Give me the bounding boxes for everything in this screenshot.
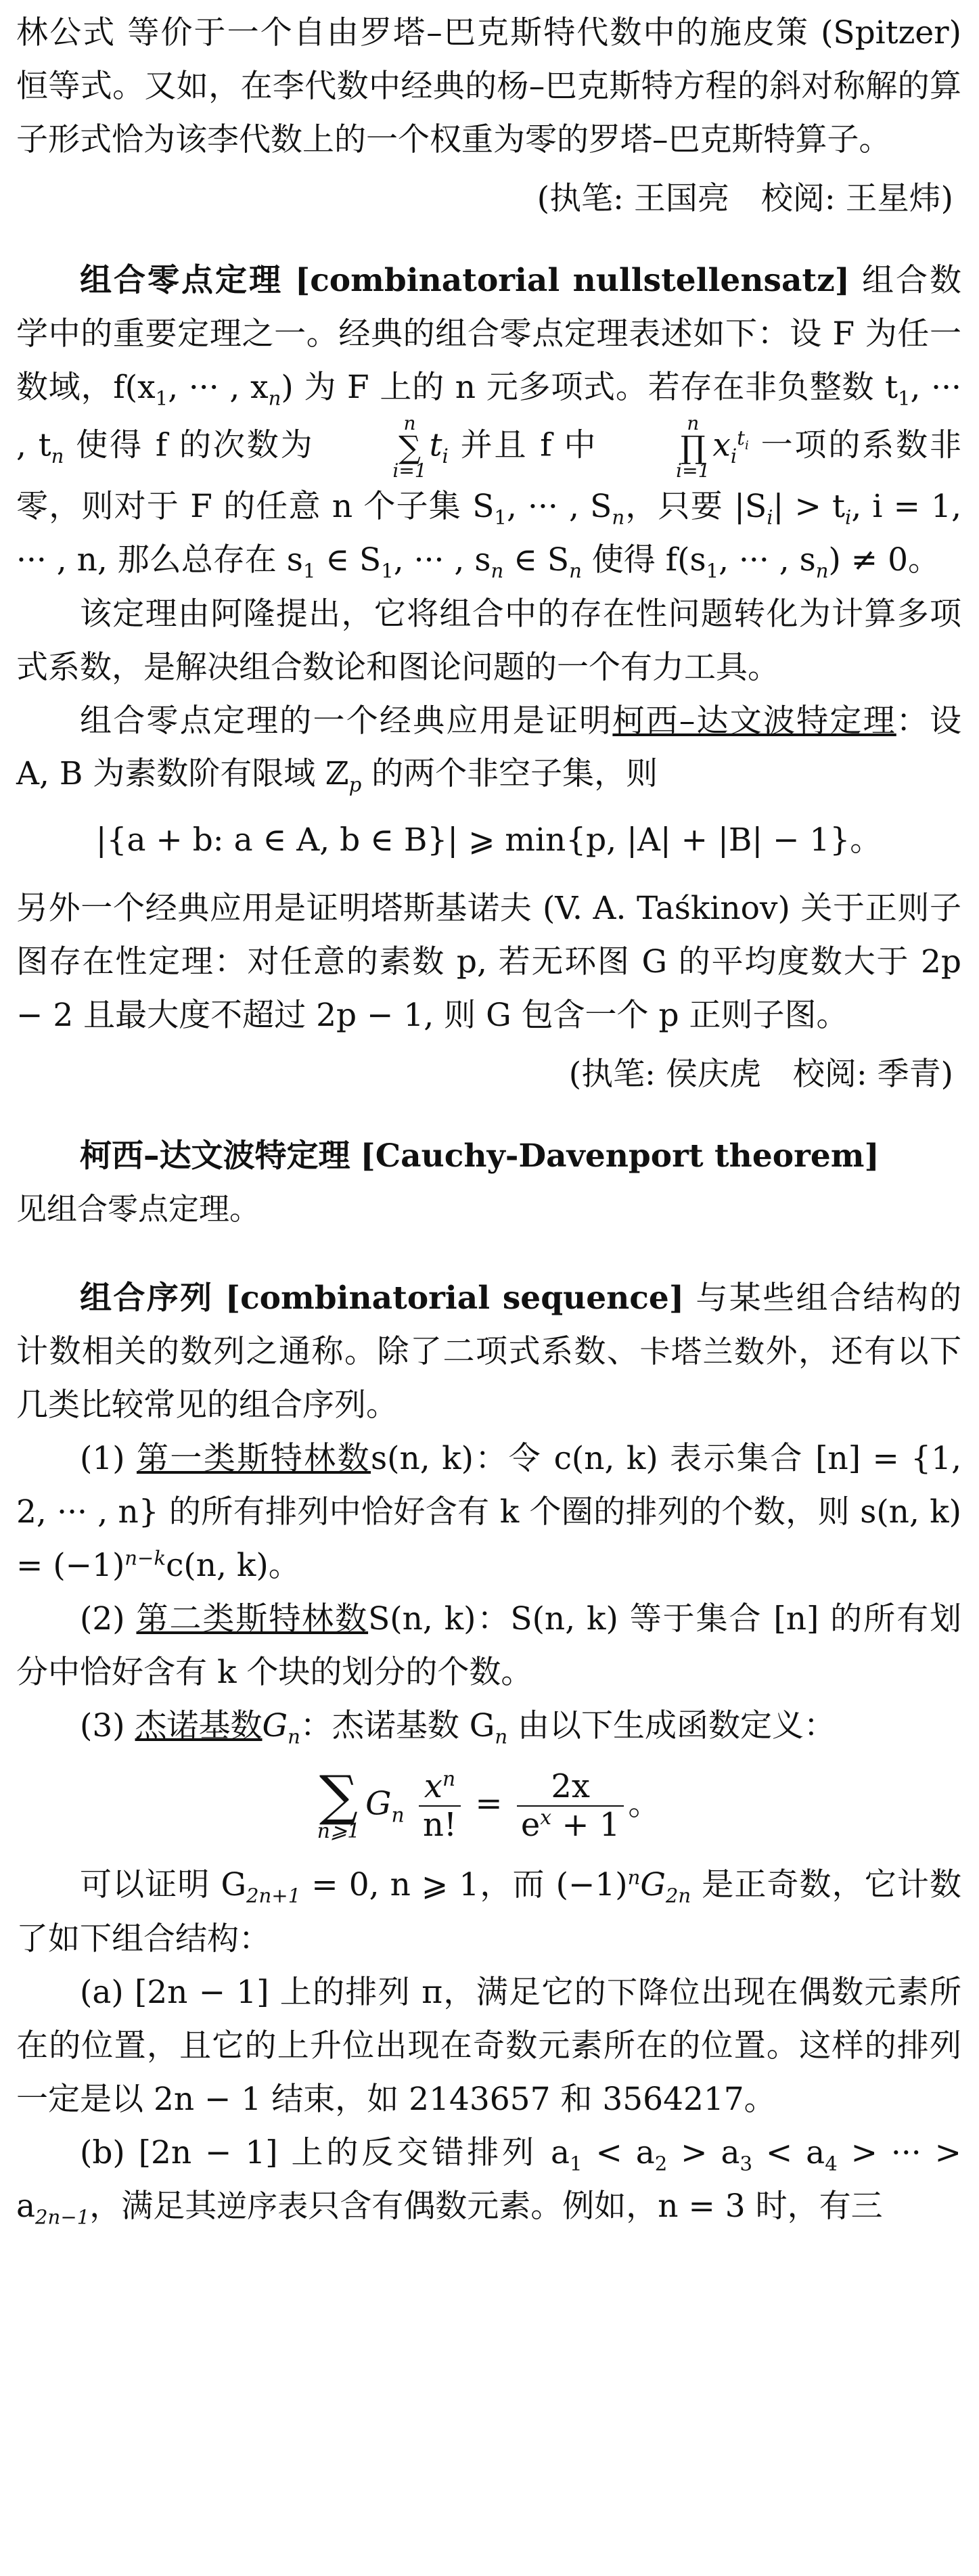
item1-number: (1)	[80, 1440, 137, 1477]
entry1-text-d: , ··· , t	[16, 368, 962, 464]
entry1-text-j: , ··· , S	[506, 487, 612, 525]
p5-b: = 0, n ⩾ 1，而 (−1)	[300, 1866, 628, 1904]
gf-right-den-rest: + 1	[551, 1806, 620, 1845]
entry1-text-q: 使得 f(s	[581, 541, 706, 579]
entry1-p2: 该定理由阿隆提出，它将组合中的存在性问题转化为计算多项式系数，是解决组合数论和图论问题的一个有力工具。	[16, 595, 961, 686]
entry3-paragraph	[16, 1272, 961, 1432]
genocchi-link[interactable]: 杰诺基数	[135, 1707, 263, 1744]
entry1-text-r: , ··· , s	[719, 541, 816, 579]
entry2-term: 柯西–达文波特定理	[80, 1137, 350, 1175]
entry1-p3-c: 的两个非空子集，则	[361, 755, 658, 793]
entry1-text-p: ∈ S	[503, 541, 570, 579]
item3-text-d: 由以下生成函数定义：	[507, 1707, 836, 1744]
gf-coefficient: G	[365, 1784, 392, 1823]
entry1-text-o: , ··· , s	[393, 541, 491, 579]
entry1-text-i: 一项的系数非零，则对于 F 的任意 n 个子集 S	[16, 426, 961, 525]
cauchy-davenport-link[interactable]: 柯西–达文波特定理	[612, 702, 896, 740]
p5-a: 可以证明 G	[80, 1866, 247, 1904]
pa-a: (a) [2n − 1] 上的排列 π，满足它的	[80, 1973, 607, 2011]
p5-c: G	[640, 1866, 666, 1904]
item3-symbol: G	[262, 1707, 288, 1744]
entry1-p4: 另外一个经典应用是证明塔斯基诺夫 (V. A. Taśkinov) 关于正则子图存在性定理：对任意的素数 p, 若无环图 G 的平均度数大于 2p − 2 且最大度不超过 2p − 1, 则 G 包含一个 p 正则子图。	[16, 889, 961, 1034]
entry1-text-b: , ··· , x	[168, 368, 269, 406]
entry2-english: [Cauchy-Davenport theorem]	[360, 1137, 880, 1175]
entry3-pb: (b) [2n − 1] 上的反交错排列 $a_1 < a_2 > a_3 < a_4$ > ··· > $a_{2n-1}$，满足其逆序表只含有偶数元素。例如，n = 3 时，有三	[16, 2133, 961, 2229]
entry1-p3-a: 组合零点定理的一个经典应用是证明	[80, 702, 613, 740]
item3-text-c: ：杰诺基数 G	[300, 1707, 495, 1744]
entry1-p3: 组合零点定理的一个经典应用是证明柯西–达文波特定理：设 A, B 为素数阶有限域 ℤ$_p$ 的两个非空子集，则	[16, 702, 962, 796]
pb-g: 只含有偶数元素。例如，n = 3 时，有三	[308, 2187, 883, 2225]
entry1-text-g: 并且 f 中	[448, 426, 598, 464]
item2-number: (2)	[80, 1600, 137, 1637]
gf-right-den-e: e	[520, 1806, 541, 1845]
gf-left-den: n!	[422, 1806, 457, 1845]
item1-text-c: c(n, k)。	[166, 1546, 300, 1584]
entry0-text: 林公式 等价于一个自由罗塔–巴克斯特代数中的施皮策 (Spitzer) 恒等式。又如，在李代数中经典的杨–巴克斯特方程的斜对称解的算子形式恰为该李代数上的一个权重为零的罗塔–巴克斯特算子。	[16, 14, 961, 158]
stirling-first-item	[16, 1432, 961, 1593]
gf-right-fraction: $\frac{2x}{e^x + 1}$	[517, 1768, 624, 1844]
item1-exponent: n−k	[124, 1546, 166, 1570]
pb-c: > a	[667, 2133, 740, 2171]
stirling-first-link[interactable]: 第一类斯特林数	[136, 1440, 371, 1477]
gf-sum-operator: ∑ n⩾1	[317, 1764, 361, 1844]
entry3-lead-b: 外，还有以下几类比较常见的组合序列。	[16, 1333, 961, 1424]
p5-d: 是正奇数，它计数了如下组合结构：	[16, 1866, 961, 1958]
pb-f: ，满足其	[89, 2187, 217, 2225]
stirling-second-item	[16, 1593, 961, 1700]
gf-period: 。	[628, 1784, 661, 1823]
product-operator: n ∏ i=1	[676, 412, 710, 482]
entry3-term: 组合序列	[80, 1280, 214, 1317]
stirling-second-link[interactable]: 第二类斯特林数	[136, 1600, 369, 1637]
entry1-text-e: 使得 f 的次数为	[64, 426, 315, 464]
pb-e: > ··· > a	[16, 2133, 961, 2225]
entry1-lead: 组合数学中的重要定理之一。经典的组合零点定理表述如下：设	[16, 261, 961, 353]
pb-d: < a	[752, 2133, 825, 2171]
pb-b: < a	[582, 2133, 655, 2171]
entry2-heading	[16, 1130, 961, 1183]
item2-text-b: S(n, k)：S(n, k) 等于集合 [n] 的所有划分中恰好含有 k 个块的划分的个数。	[16, 1600, 962, 1691]
entry1-text-n: ∈ S	[315, 541, 382, 579]
entry1-text-c: ) 为 F 上的 n 元多项式。若存在非负整数 t	[281, 368, 898, 406]
inversion-table-link[interactable]: 逆序表	[217, 2188, 309, 2224]
entry1-text-l: | > t	[773, 487, 845, 525]
item1-text-b: s(n, k)：令 c(n, k) 表示集合 [n] = {1, 2, ··· , n} 的所有排列中恰好含有 k 个圈的排列的个数，则 s(n, k) = (−1)	[16, 1440, 962, 1584]
sum-operator: n ∑ i=1	[392, 412, 427, 482]
entry3-p5: 可以证明 $G_{2n+1} = 0$, n ⩾ 1，而 $(-1)^nG_{2n}$ 是正奇数，它计数了如下组合结构：	[16, 1866, 961, 1958]
item3-number: (3)	[80, 1707, 135, 1744]
entry3-lead-a: 与某些组合结构的计数相关的数列之通称。除了二项式系数、	[16, 1280, 962, 1371]
genocchi-generating-function: ∑ n⩾1 $G_n$ $\frac{x^n}{n!}$ = $\frac{2x}{e^x + 1}$ 。	[317, 1764, 661, 1845]
entry1-english: [combinatorial nullstellensatz]	[294, 261, 850, 299]
catalan-link[interactable]: 卡塔兰数	[639, 1334, 766, 1370]
entry0-credit: (执笔: 王国亮 校阅: 王星炜)	[537, 179, 953, 217]
entry3-pa	[16, 1966, 961, 2127]
entry1-text-m: , i = 1, ··· , n, 那么总存在 s	[16, 487, 962, 579]
entry1-text-f: t	[429, 426, 442, 464]
gf-left-fraction: $\frac{x^n}{n!}$	[419, 1768, 461, 1844]
entry1-text-s: ) ≠ 0。	[828, 541, 940, 579]
entry1-text-a: F 为任一数域，f(x	[16, 315, 961, 406]
sumset-formula: |{a + b: a ∈ A, b ∈ B}| ⩾ min{p, |A| + |B| − 1}。	[95, 821, 882, 859]
pb-a: (b) [2n − 1] 上的反交错排列 a	[80, 2133, 570, 2171]
gf-right-num: 2x	[517, 1768, 624, 1807]
gf-left-num: x	[424, 1767, 442, 1806]
entry1-credit: (执笔: 侯庆虎 校阅: 季青)	[568, 1055, 953, 1093]
gf-sum-limit: n⩾1	[317, 1820, 361, 1844]
entry2-see-also[interactable]: 见组合零点定理。	[16, 1190, 260, 1227]
entry1-text-k: ，只要 |S	[624, 487, 767, 525]
descent-link[interactable]: 下降位	[606, 1974, 701, 2010]
entry1-p3-b: ：设 A, B 为素数阶有限域 ℤ	[16, 702, 962, 793]
genocchi-item: (3) 杰诺基数$G_n$：杰诺基数 $G_n$ 由以下生成函数定义：	[80, 1707, 836, 1748]
entry3-english: [combinatorial sequence]	[225, 1280, 685, 1317]
entry1-text-h: x	[712, 426, 731, 464]
entry1-term: 组合零点定理	[80, 261, 283, 299]
pa-b: 出现在偶数元素所在的位置，且它的上升位出现在奇数元素所在的位置。这样的排列一定是以 2n − 1 结束，如 2143657 和 3564217。	[16, 1973, 961, 2118]
entry1-paragraph: 组合零点定理 [combinatorial nullstellensatz] 组合数学中的重要定理之一。经典的组合零点定理表述如下：设 F 为任一数域，$f(x_1$, ··· , $x_n$) 为 F 上的 n 元多项式。若存在非负整数 $t_1$, ··· , $t_n$ 使得 f 的次数为 n ∑ i=1 $t_i$ 并且 f 中 n ∏ i=1 $x_i^{t_i}$ 一项的系数非零，则对于 F 的任意 n 个子集 $S_1$, ··· , $S_n$，只要 $|S_i| > t_i$, i = 1, ··· , n, 那么总存在 $s_1$ ∈ $S_1$, ··· , $s_n$ ∈ $S_n$ 使得 $f(s_1$, ··· , $s_n) \ne 0$。	[16, 261, 962, 583]
